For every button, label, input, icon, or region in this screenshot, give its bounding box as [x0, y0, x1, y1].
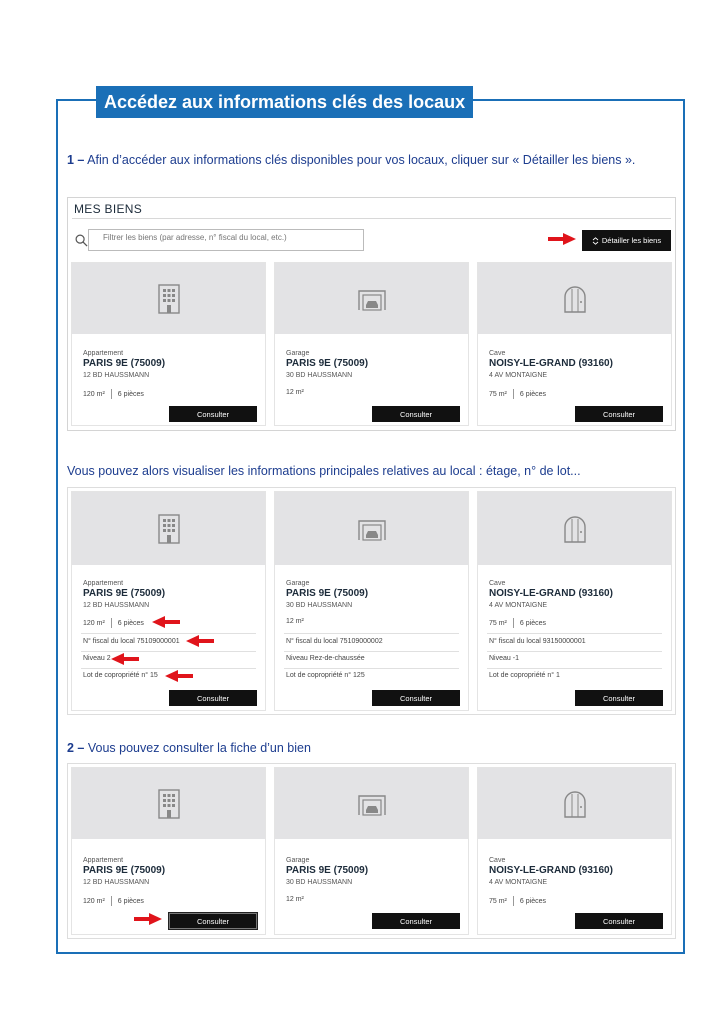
card-address: 30 BD HAUSSMANN — [286, 372, 353, 379]
card-address: 12 BD HAUSSMANN — [83, 602, 150, 609]
card-type: Appartement — [83, 350, 124, 357]
card-address: 30 BD HAUSSMANN — [286, 879, 353, 886]
card-address: 12 BD HAUSSMANN — [83, 879, 150, 886]
property-card — [71, 262, 266, 426]
consult-button[interactable]: Consulter — [372, 406, 460, 422]
card-city: PARIS 9E (75009) — [83, 865, 166, 876]
card-specs: 75 m² 6 pièces — [489, 897, 546, 905]
intro-text: Vous pouvez alors visualiser les informations principales relatives au local : étage, n° de lot... — [67, 464, 581, 478]
consult-button[interactable]: Consulter — [575, 913, 663, 929]
red-arrow-icon — [111, 653, 139, 665]
consult-button[interactable]: Consulter — [169, 690, 257, 706]
card-specs: 12 m² — [286, 896, 304, 903]
card-address: 12 BD HAUSSMANN — [83, 372, 150, 379]
card-image — [72, 768, 265, 839]
lot-line: Lot de copropriété n° 125 — [286, 672, 365, 679]
garage-icon — [358, 792, 386, 816]
consult-button[interactable]: Consulter — [575, 406, 663, 422]
card-image — [478, 492, 671, 565]
divider — [81, 633, 256, 634]
step-1-text: 1 – Afin d’accéder aux informations clés disponibles pour vos locaux, cliquer sur « Détailler les biens ». — [67, 153, 636, 167]
property-card — [477, 262, 672, 426]
fiscal-line: N° fiscal du local 93150000001 — [489, 638, 586, 645]
card-specs: 12 m² — [286, 389, 304, 396]
card-city: PARIS 9E (75009) — [286, 865, 369, 876]
divider — [487, 633, 662, 634]
card-specs: 12 m² — [286, 618, 304, 625]
card-address: 30 BD HAUSSMANN — [286, 602, 353, 609]
divider — [81, 668, 256, 669]
card-image — [275, 768, 468, 839]
property-card — [477, 767, 672, 935]
cards-row-2 — [67, 487, 676, 715]
divider — [81, 651, 256, 652]
lot-line: Lot de copropriété n° 1 — [489, 672, 560, 679]
cards-row-1 — [71, 262, 672, 426]
fiscal-line: N° fiscal du local 75109000001 — [83, 638, 180, 645]
expand-icon — [592, 237, 599, 245]
divider — [284, 633, 459, 634]
card-type: Appartement — [83, 580, 124, 587]
panel-title: MES BIENS — [74, 202, 143, 216]
consult-button[interactable]: Consulter — [169, 406, 257, 422]
fiscal-line: N° fiscal du local 75109000002 — [286, 638, 383, 645]
cellar-door-icon — [563, 790, 587, 818]
search-icon — [75, 234, 88, 247]
card-city: NOISY-LE-GRAND (93160) — [489, 358, 613, 369]
consult-button[interactable]: Consulter — [169, 913, 257, 929]
card-type: Garage — [286, 857, 310, 864]
section-title: Accédez aux informations clés des locaux — [96, 86, 473, 118]
card-city: PARIS 9E (75009) — [83, 588, 166, 599]
property-card — [71, 767, 266, 935]
level-line: Niveau -1 — [489, 655, 519, 662]
card-address: 4 AV MONTAIGNE — [489, 602, 548, 609]
divider — [284, 668, 459, 669]
consult-button[interactable]: Consulter — [372, 913, 460, 929]
card-type: Garage — [286, 580, 310, 587]
divider — [487, 668, 662, 669]
divider — [487, 651, 662, 652]
level-line: Niveau 2 — [83, 655, 111, 662]
card-specs: 120 m² 6 pièces — [83, 897, 144, 905]
lot-line: Lot de copropriété n° 15 — [83, 672, 158, 679]
card-city: NOISY-LE-GRAND (93160) — [489, 588, 613, 599]
cellar-door-icon — [563, 285, 587, 313]
card-type: Cave — [489, 580, 506, 587]
building-icon — [157, 514, 181, 544]
card-image — [478, 768, 671, 839]
red-arrow-icon — [186, 635, 214, 647]
red-arrow-icon — [548, 233, 576, 245]
card-specs: 120 m² 6 pièces — [83, 619, 144, 627]
building-icon — [157, 284, 181, 314]
red-arrow-icon — [152, 616, 180, 628]
garage-icon — [358, 287, 386, 311]
building-icon — [157, 789, 181, 819]
card-address: 4 AV MONTAIGNE — [489, 879, 548, 886]
search-input[interactable] — [103, 233, 353, 242]
card-image — [72, 263, 265, 334]
card-type: Garage — [286, 350, 310, 357]
detail-biens-button[interactable]: Détailler les biens — [582, 230, 671, 251]
property-card — [274, 767, 469, 935]
red-arrow-icon — [165, 670, 193, 682]
card-image — [478, 263, 671, 334]
card-specs: 75 m² 6 pièces — [489, 390, 546, 398]
card-image — [275, 492, 468, 565]
card-address: 4 AV MONTAIGNE — [489, 372, 548, 379]
cellar-door-icon — [563, 515, 587, 543]
card-specs: 120 m² 6 pièces — [83, 390, 144, 398]
card-city: PARIS 9E (75009) — [286, 588, 369, 599]
card-specs: 75 m² 6 pièces — [489, 619, 546, 627]
card-city: NOISY-LE-GRAND (93160) — [489, 865, 613, 876]
card-type: Cave — [489, 857, 506, 864]
property-card — [274, 491, 469, 711]
property-card — [477, 491, 672, 711]
red-arrow-icon — [134, 913, 162, 925]
garage-icon — [358, 517, 386, 541]
divider — [284, 651, 459, 652]
level-line: Niveau Rez-de-chaussée — [286, 655, 365, 662]
consult-button[interactable]: Consulter — [575, 690, 663, 706]
card-city: PARIS 9E (75009) — [83, 358, 166, 369]
card-type: Appartement — [83, 857, 124, 864]
card-city: PARIS 9E (75009) — [286, 358, 369, 369]
card-image — [275, 263, 468, 334]
property-card — [274, 262, 469, 426]
divider — [72, 218, 671, 219]
step-2-text: 2 – Vous pouvez consulter la fiche d’un bien — [67, 741, 311, 755]
card-type: Cave — [489, 350, 506, 357]
consult-button[interactable]: Consulter — [372, 690, 460, 706]
search-box[interactable] — [88, 229, 364, 251]
card-image — [72, 492, 265, 565]
